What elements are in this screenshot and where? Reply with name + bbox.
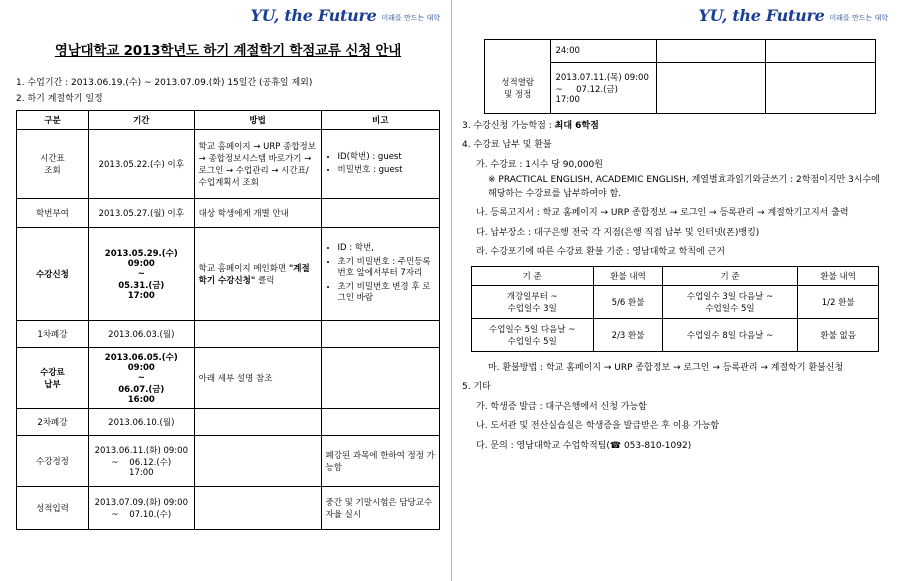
- logo-text: YU, the Future: [250, 6, 377, 25]
- cell-criteria-2: 수업일수 3일 다음날 ~ 수업일수 5일: [663, 285, 798, 318]
- cell-method: [656, 63, 765, 114]
- table-row: [17, 436, 440, 487]
- page-title: 영남대학교 2013학년도 하기 계절학기 학점교류 신청 안내: [54, 43, 402, 59]
- cell-refund-2: 1/2 환불: [797, 285, 879, 318]
- cell-gubun: 수강정정: [17, 436, 89, 487]
- cell-gubun: 학번부여: [17, 199, 89, 228]
- cell-method: 학교 홈페이지 → URP 종합정보 → 종합정보시스템 바로가기 → 로그인 → 수업관리 → 시간표/ 수업계획서 조회: [194, 130, 321, 199]
- max-credits-line: 3. 수강신청 가능학점 : 최대 6학점: [462, 120, 599, 131]
- right-page: [452, 0, 902, 581]
- col-header-criteria-2: 기 준: [663, 266, 798, 285]
- university-logo: [16, 6, 440, 25]
- table-row: [17, 409, 440, 436]
- fee-note: ※ PRACTICAL ENGLISH, ACADEMIC ENGLISH, 계열별효과읽기와글쓰기 : 2학점이지만 3시수에 해당하는 수강료를 납부하여야 함.: [488, 175, 880, 199]
- payment-place-line: 다. 납부장소 : 대구은행 전국 각 지점(은행 직접 납부 및 인터넷(폰)뱅킹): [476, 227, 760, 238]
- cell-gubun: 성적입력: [17, 487, 89, 530]
- contact-line: 다. 문의 : 영남대학교 수업학적팀(☎ 053-810-1092): [476, 440, 692, 451]
- note-item: • 초기 비밀번호 : 주민등록번호 앞에서부터 7자리: [338, 257, 435, 280]
- left-page: [0, 0, 450, 581]
- note-item: • ID : 학번,: [338, 243, 435, 254]
- col-header-method: 방법: [194, 111, 321, 130]
- schedule-table: [16, 110, 440, 530]
- cell-method: 대상 학생에게 개별 안내: [194, 199, 321, 228]
- cell-method: [194, 321, 321, 348]
- table-row: [17, 199, 440, 228]
- col-header-criteria-1: 기 준: [471, 266, 593, 285]
- invoice-line: 나. 등록고지서 : 학교 홈페이지 → URP 종합정보 → 로그인 → 등록관리 → 계절학기고지서 출력: [476, 208, 849, 218]
- cell-gubun: 시간표 조회: [17, 130, 89, 199]
- cell-notes: [321, 228, 439, 321]
- cell-period: 2013.07.11.(목) 09:00 ~ 07.12.(금) 17:00: [551, 63, 657, 114]
- cell-period: 2013.05.29.(수) 09:00 ~ 05.31.(금) 17:00: [88, 228, 194, 321]
- student-id-line: 가. 학생증 발급 : 대구은행에서 신청 가능함: [476, 401, 647, 412]
- cell-gubun: 성적열람 및 정정: [485, 63, 551, 114]
- cell-gubun: 수강료 납부: [17, 348, 89, 409]
- max-credits-value: 최대 6학점: [554, 120, 599, 131]
- table-header-row: [17, 111, 440, 130]
- cell-notes: [321, 199, 439, 228]
- fee-heading: 4. 수강료 납부 및 환불: [462, 140, 552, 150]
- cell-method: 학교 홈페이지 메인화면 "계절학기 수강신청" 클릭: [194, 228, 321, 321]
- table-row: [17, 130, 440, 199]
- grade-view-table: [484, 39, 876, 114]
- schedule-period-line: 1. 수업기간 : 2013.06.19.(수) ~ 2013.07.09.(화) 15일간 (공휴일 제외): [16, 78, 313, 88]
- cell-notes: [766, 40, 875, 63]
- cell-gubun: 1차폐강: [17, 321, 89, 348]
- logo-tagline: 미래를 만드는 대학: [381, 14, 440, 22]
- cell-period: 2013.07.09.(화) 09:00 ~ 07.10.(수): [88, 487, 194, 530]
- table-row: [17, 348, 440, 409]
- fee-amount: 가. 수강료 : 1시수 당 90,000원: [476, 159, 603, 170]
- note-item: • ID(학번) : guest: [338, 152, 435, 163]
- cell-refund-1: 5/6 환불: [593, 285, 662, 318]
- table-row: [485, 63, 876, 114]
- cell-period: 2013.05.22.(수) 이후: [88, 130, 194, 199]
- cell-period: 2013.06.11.(화) 09:00 ~ 06.12.(수) 17:00: [88, 436, 194, 487]
- cell-gubun: 수강신청: [17, 228, 89, 321]
- cell-label-empty: [485, 40, 551, 63]
- cell-method: [656, 40, 765, 63]
- table-row: [471, 285, 879, 318]
- cell-method: 아래 세부 설명 참조: [194, 348, 321, 409]
- table-header-row: [471, 266, 879, 285]
- cell-criteria-2: 수업일수 8일 다음날 ~: [663, 318, 798, 351]
- table-row: [17, 228, 440, 321]
- col-header-period: 기간: [88, 111, 194, 130]
- cell-refund-2: 환불 없음: [797, 318, 879, 351]
- cell-criteria-1: 개강일부터 ~ 수업일수 3일: [471, 285, 593, 318]
- cell-time-top: 24:00: [551, 40, 657, 63]
- cell-criteria-1: 수업일수 5일 다음날 ~ 수업일수 5일: [471, 318, 593, 351]
- refund-table: [471, 266, 880, 352]
- table-row: [17, 487, 440, 530]
- col-header-refund-1: 환불 내역: [593, 266, 662, 285]
- table-row: [17, 321, 440, 348]
- cell-notes: 중간 및 기말시험은 담당교수 자율 실시: [321, 487, 439, 530]
- cell-gubun: 2차폐강: [17, 409, 89, 436]
- col-header-gubun: 구분: [17, 111, 89, 130]
- note-item: • 초기 비밀번호 변경 후 로그인 바람: [338, 282, 435, 305]
- library-line: 나. 도서관 및 전산실습실은 학생증을 발급받은 후 이용 가능함: [476, 421, 720, 431]
- table-row: [471, 318, 879, 351]
- cell-period: 2013.06.10.(월): [88, 409, 194, 436]
- cell-notes: [321, 130, 439, 199]
- cell-method: [194, 487, 321, 530]
- cell-notes: 폐강된 과목에 한하여 정정 가능함: [321, 436, 439, 487]
- cell-period: 2013.05.27.(월) 이후: [88, 199, 194, 228]
- col-header-notes: 비고: [321, 111, 439, 130]
- cell-refund-1: 2/3 환불: [593, 318, 662, 351]
- table-row: [485, 40, 876, 63]
- university-logo-right: [462, 6, 888, 25]
- etc-heading: 5. 기타: [462, 382, 491, 392]
- cell-notes: [321, 348, 439, 409]
- refund-method-line: 마. 환불방법 : 학교 홈페이지 → URP 종합정보 → 로그인 → 등록관리 → 계절학기 환불신청: [488, 362, 844, 373]
- logo-text: YU, the Future: [698, 6, 825, 25]
- logo-tagline: 미래를 만드는 대학: [829, 14, 888, 22]
- cell-method: [194, 436, 321, 487]
- col-header-refund-2: 환불 내역: [797, 266, 879, 285]
- refund-basis-line: 라. 수강포기에 따른 수강료 환불 기준 : 영남대학교 학칙에 근거: [476, 247, 725, 257]
- cell-notes: [766, 63, 875, 114]
- note-item: • 비밀번호 : guest: [338, 165, 435, 176]
- cell-notes: [321, 409, 439, 436]
- cell-period: 2013.06.03.(월): [88, 321, 194, 348]
- cell-method: [194, 409, 321, 436]
- schedule-heading: 2. 하기 계절학기 일정: [16, 93, 103, 104]
- cell-notes: [321, 321, 439, 348]
- cell-period: 2013.06.05.(수) 09:00 ~ 06.07.(금) 16:00: [88, 348, 194, 409]
